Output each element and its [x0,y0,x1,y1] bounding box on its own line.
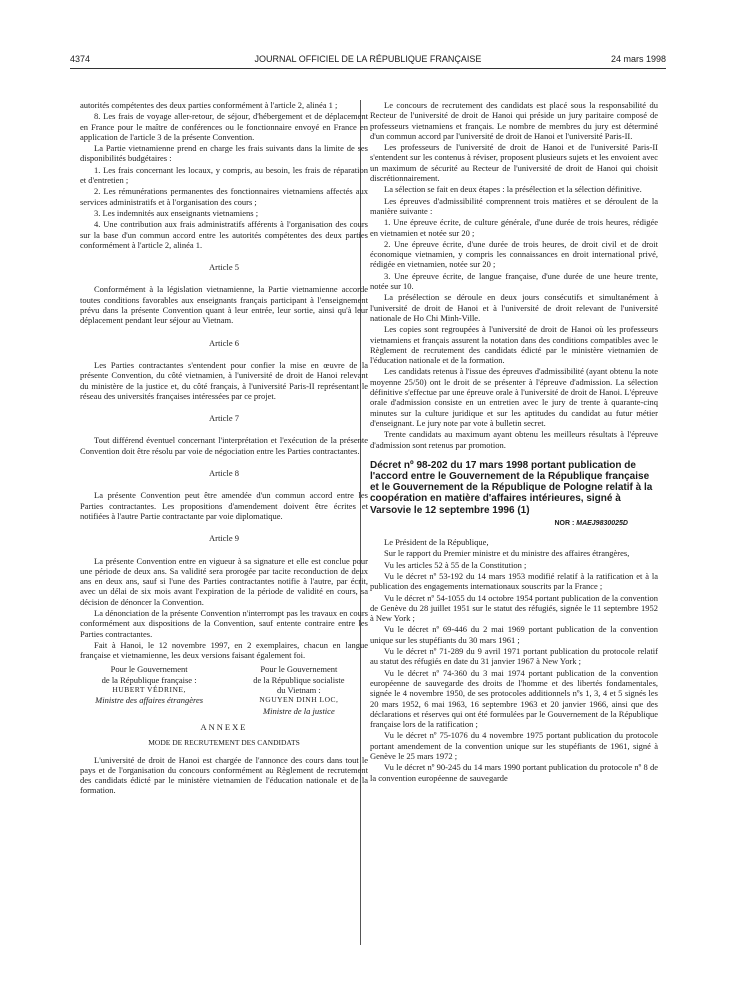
paragraph: Les épreuves d'admissibilité comprennent trois matières et se déroulent de la manière suivante : [370,195,658,216]
decree-title: Décret nº 98-202 du 17 mars 1998 portant publication de l'accord entre le Gouvernement de la République française et le Gouvernement de la République de Pologne relatif à la coopération en matière d'affaires intérieures, signé à Varsovie le 12 septembre 1996 (1) [370,459,653,516]
paragraph: Les candidats retenus à l'issue des épreuves d'admissibilité (ayant obtenu la note moyenne 25/50) ont le droit de se présenter à l'épreuve d'admission. La sélection définitive s'effectue par une épreuve orale à l'université de droit de Hanoi. L'épreuve orale d'admission consiste en un entretien avec le jury de trente à quarante-cinq minutes sur la culture juridique et sur les aptitudes du candidat au futur métier d'enseignant. Le jury note par vote à bulletin secret. [370,366,658,428]
signature-line: de la République socialiste [253,674,345,685]
paragraph: La présélection se déroule en deux jours consécutifs et simultanément à l'université de droit de Hanoi et à l'université de droit relevant de l'université nationale de Ho Chi Minh-Ville. [370,292,658,323]
signature-block [80,664,368,715]
nor-label: NOR : [554,519,575,527]
paragraph: Vu le décret nº 71-289 du 9 avril 1971 portant publication du protocole relatif au statut des réfugiés en date du 31 janvier 1967 à New York ; [370,646,658,667]
paragraph: Le Président de la République, [384,537,489,548]
annexe-title: ANNEXE [200,721,248,732]
paragraph: 1. Une épreuve écrite, de culture générale, d'une durée de trois heures, rédigée en vietnamien et notée sur 20 ; [370,217,658,238]
paragraph: Conformément à la législation vietnamienne, la Partie vietnamienne accorde toutes conditions favorables aux enseignants français participant à l'enseignement prévu dans la présente Convention quant à leur entrée, leur sortie, ainsi qu'à leur déplacement pendant leur séjour au Vietnam. [80,284,368,326]
signatory-name: HUBERT VÉDRINE, [112,685,186,695]
paragraph: 2. Les rémunérations permanentes des fonctionnaires vietnamiens affectés aux services administratifs et à l'organisation des cours ; [80,186,368,207]
signature-line: Pour le Gouvernement [110,664,188,675]
paragraph: Les Parties contractantes s'entendent pour confier la mise en œuvre de la présente Convention, du côté vietnamien, à l'université de droit de Hanoi relevant du ministère de la justice et, du côté français, à l'université Paris-II représentant le réseau des universités françaises intéressées par ce projet. [80,359,368,401]
paragraph: 3. Les indemnités aux enseignants vietnamiens ; [94,207,259,218]
paragraph: Fait à Hanoi, le 12 novembre 1997, en 2 exemplaires, chacun en langue française et vietnamienne, les deux versions faisant également foi. [80,639,368,661]
signature-vietnam [230,664,368,715]
page-header [70,52,666,69]
paragraph: 8. Les frais de voyage aller-retour, de séjour, d'hébergement et de déplacement en France pour le maître de conférences ou le fonctionnaire envoyé en France en application de l'article 3 de la présente Convention. [80,111,368,142]
nor-code: MAEJ9830025D [576,519,628,527]
signatory-role: Ministre des affaires étrangères [95,695,204,706]
article-heading: Article 8 [209,468,239,479]
paragraph: Vu le décret nº 90-245 du 14 mars 1990 portant publication du protocole nº 8 de la convention européenne de sauvegarde [370,762,658,783]
paragraph: Sur le rapport du Premier ministre et du ministre des affaires étrangères, [384,548,630,559]
paragraph: La présente Convention peut être amendée d'un commun accord entre les Parties contractantes. Les propositions d'amendement doivent être écrites et notifiées à l'autre Partie contractante par voie diplomatique. [80,490,368,521]
page-number: 4374 [70,54,91,64]
paragraph: Vu le décret nº 53-192 du 14 mars 1953 modifié relatif à la ratification et à la publication des engagements internationaux souscrits par la France ; [370,571,658,592]
paragraph: Vu les articles 52 à 55 de la Constitution ; [384,559,527,570]
journal-title: JOURNAL OFFICIEL DE LA RÉPUBLIQUE FRANÇAISE [254,54,482,64]
paragraph: 4. Une contribution aux frais administratifs afférents à l'organisation des cours sur la base d'un commun accord entre les autorités compétentes des deux parties conformément à l'article 2, alinéa 1. [80,219,368,250]
paragraph: L'université de droit de Hanoi est chargée de l'annonce des cours dans tout le pays et de l'organisation du concours conformément au Règlement de recrutement des candidats édicté par le ministère vietnamien de l'éducation nationale et de la formation. [80,754,368,796]
article-heading: Article 9 [209,533,239,544]
paragraph: La dénonciation de la présente Convention n'interrompt pas les travaux en cours conformément aux dispositions de la Convention, sauf entente contraire entre les Parties contractantes. [80,607,368,639]
paragraph: La Partie vietnamienne prend en charge les frais suivants dans la limite de ses disponibilités budgétaires : [80,143,368,164]
left-column [80,100,368,797]
paragraph: 3. Une épreuve écrite, de langue française, d'une durée de une heure trente, notée sur 10. [370,270,658,292]
signatory-name: NGUYEN DINH LOC, [259,695,339,705]
paragraph: Trente candidats au maximum ayant obtenu les meilleurs résultats à l'épreuve d'admission sont retenus par promotion. [370,429,658,450]
paragraph: Vu le décret nº 54-1055 du 14 octobre 1954 portant publication de la convention de Genève du 28 juillet 1951 sur le statut des réfugiés, signée le 11 septembre 1952 à New York ; [370,592,658,624]
signatory-role: Ministre de la justice [263,705,335,716]
paragraph: Vu le décret nº 69-446 du 2 mai 1969 portant publication de la convention unique sur les stupéfiants du 30 mars 1961 ; [370,624,658,645]
paragraph: Le concours de recrutement des candidats est placé sous la responsabilité du Recteur de l'université de droit de Hanoi qui préside un jury paritaire composé de professeurs vietnamiens et français. Le nombre de membres du jury est déterminé d'un commun accord par l'université de droit de Hanoi et l'université Paris-II. [370,100,658,141]
paragraph: Tout différend éventuel concernant l'interprétation et l'exécution de la présente Convention doit être résolu par voie de négociation entre les Parties contractantes. [80,435,368,456]
annexe-subtitle: MODE DE RECRUTEMENT DES CANDIDATS [148,738,300,748]
paragraph: La sélection se fait en deux étapes : la présélection et la sélection définitive. [384,184,642,195]
paragraph: Les professeurs de l'université de droit de Hanoi et de l'université Paris-II s'entendent sur les contenus à réviser, proposent plusieurs sujets et les envoient avec un maximum de sécurité au Recteur de l'université de droit de Hanoi qui choisit discrétionnairement. [370,142,658,184]
paragraph: Vu le décret nº 74-360 du 3 mai 1974 portant publication de la convention européenne de sauvegarde des droits de l'homme et des libertés fondamentales, signée le 4 novembre 1950, de ses protocoles additionnels nºs 1, 3, 4 et 5 signés les 20 mars 1952, 6 mai 1963, 16 septembre 1963 et 20 janvier 1966, ainsi que des déclarations et réserves qui ont été formulées par le Gouvernement de la République française lors de la ratification ; [370,667,658,730]
article-heading: Article 5 [209,262,239,273]
paragraph: Vu le décret nº 75-1076 du 4 novembre 1975 portant publication du protocole portant amendement de la convention unique sur les stupéfiants de 1961, signé à Genève le 25 mars 1972 ; [370,730,658,762]
paragraph: Les copies sont regroupées à l'université de droit de Hanoi où les professeurs vietnamiens et français assurent la notation dans des conditions compatibles avec le Règlement de recrutement des candidats édicté par le ministère vietnamien de l'éducation nationale et de la formation. [370,324,658,366]
issue-date: 24 mars 1998 [610,54,666,64]
right-column [370,100,658,784]
article-heading: Article 6 [209,337,239,348]
paragraph: La présente Convention entre en vigueur à sa signature et elle est conclue pour une période de deux ans. Sa validité sera prorogée par tacite reconduction de deux ans en deux ans, sauf si l'une des Parties contractantes notifie à l'autre, par écrit, avec un délai de six mois avant l'expiration de la période de validité en cours, sa décision de dénoncer la Convention. [80,555,368,607]
article-heading: Article 7 [209,413,239,424]
signature-line: du Vietnam : [277,685,321,696]
signature-line: de la République française : [101,674,197,685]
paragraph: autorités compétentes des deux parties conformément à l'article 2, alinéa 1 ; [80,100,338,110]
paragraph: 2. Une épreuve écrite, d'une durée de trois heures, de droit civil et de droit économique vietnamien, y compris les connaissances en droit international privé, rédigée en vietnamien, notée sur 20 ; [370,238,658,270]
signature-line: Pour le Gouvernement [260,664,338,675]
paragraph: 1. Les frais concernant les locaux, y compris, au besoin, les frais de réparation et d'entretien ; [80,164,368,186]
nor-reference [370,519,628,529]
signature-france [80,664,218,715]
